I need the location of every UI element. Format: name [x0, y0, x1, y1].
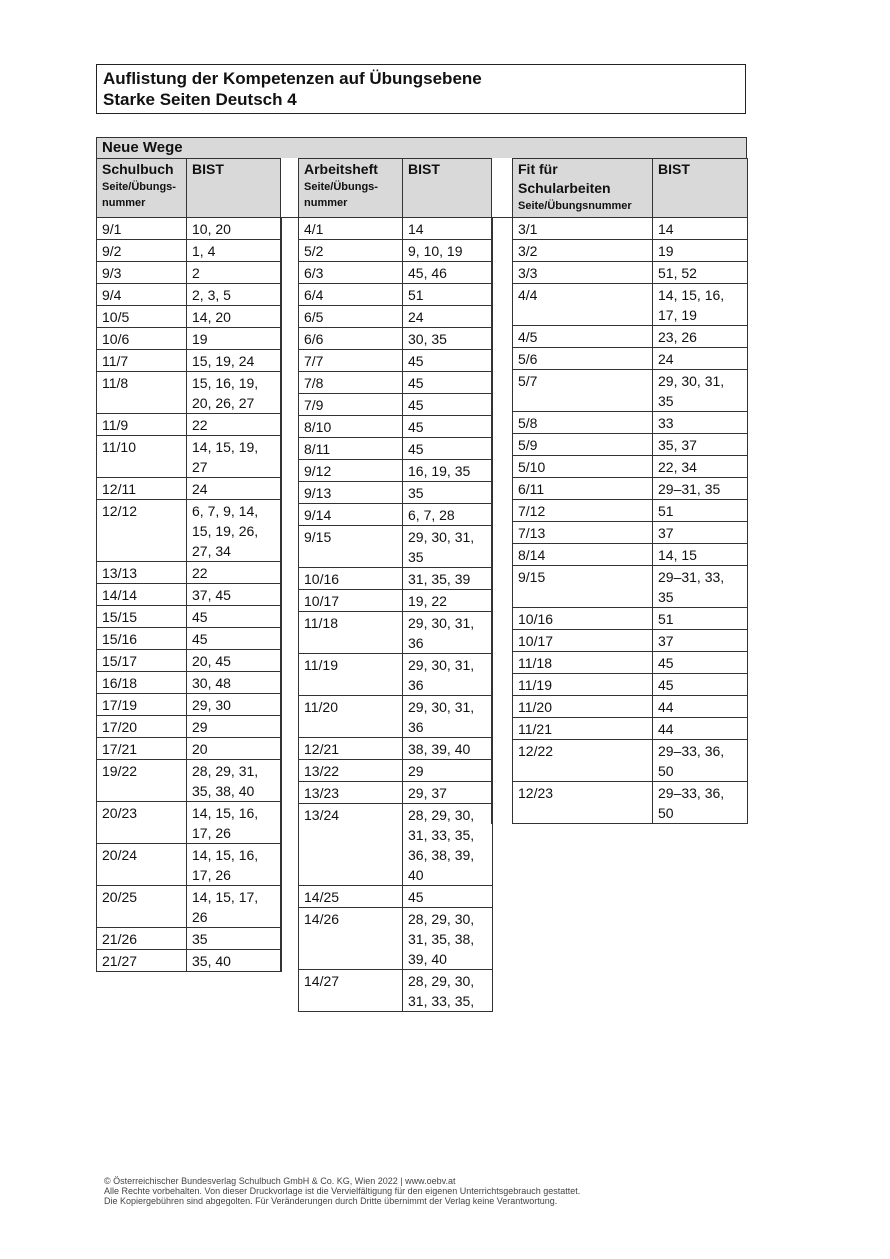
schulbuch-row: [97, 738, 282, 760]
arbeitsheft-row: [299, 240, 493, 262]
schulbuch-bist-cell: 14, 15, 16, 17, 26: [187, 802, 282, 844]
fit-header-label: Fit für Schularbeiten: [518, 161, 611, 196]
schulbuch-bist-cell: 22: [187, 562, 282, 584]
fit-bist-cell: 45: [653, 674, 748, 696]
footer: [104, 1176, 580, 1206]
fit-body: [513, 218, 748, 824]
arbeitsheft-bist-cell: 38, 39, 40: [403, 738, 493, 760]
fit-bist-header: BIST: [653, 159, 748, 218]
fit-bist-cell: 29–33, 36, 50: [653, 782, 748, 824]
arbeitsheft-bist-cell: 29, 30, 31, 36: [403, 612, 493, 654]
arbeitsheft-page-cell: 13/23: [299, 782, 403, 804]
arbeitsheft-bist-cell: 45: [403, 350, 493, 372]
fit-page-cell: 12/23: [513, 782, 653, 824]
fit-row: [513, 478, 748, 500]
arbeitsheft-row: [299, 460, 493, 482]
schulbuch-row: [97, 672, 282, 694]
arbeitsheft-bist-cell: 29, 30, 31, 36: [403, 696, 493, 738]
arbeitsheft-row: [299, 218, 493, 240]
fit-bist-cell: 44: [653, 718, 748, 740]
schulbuch-page-cell: 9/3: [97, 262, 187, 284]
fit-page-cell: 11/18: [513, 652, 653, 674]
arbeitsheft-page-cell: 9/14: [299, 504, 403, 526]
arbeitsheft-page-cell: 11/20: [299, 696, 403, 738]
arbeitsheft-bist-cell: 29, 37: [403, 782, 493, 804]
arbeitsheft-page-cell: 6/6: [299, 328, 403, 350]
fit-row: [513, 608, 748, 630]
arbeitsheft-page-cell: 14/25: [299, 886, 403, 908]
arbeitsheft-bist-cell: 45: [403, 886, 493, 908]
arbeitsheft-bist-cell: 28, 29, 30, 31, 33, 35,: [403, 970, 493, 1012]
fit-bist-cell: 45: [653, 652, 748, 674]
schulbuch-bist-cell: 2, 3, 5: [187, 284, 282, 306]
fit-header: [513, 159, 653, 218]
arbeitsheft-row: [299, 590, 493, 612]
schulbuch-table: [96, 158, 282, 972]
arbeitsheft-bist-cell: 24: [403, 306, 493, 328]
arbeitsheft-page-cell: 6/5: [299, 306, 403, 328]
schulbuch-row: [97, 928, 282, 950]
schulbuch-bist-cell: 14, 20: [187, 306, 282, 328]
fit-page-cell: 4/5: [513, 326, 653, 348]
arbeitsheft-page-cell: 14/26: [299, 908, 403, 970]
fit-page-cell: 11/21: [513, 718, 653, 740]
arbeitsheft-row: [299, 504, 493, 526]
fit-page-cell: 4/4: [513, 284, 653, 326]
arbeitsheft-page-cell: 9/13: [299, 482, 403, 504]
schulbuch-page-cell: 17/19: [97, 694, 187, 716]
schulbuch-page-cell: 21/26: [97, 928, 187, 950]
fit-row: [513, 326, 748, 348]
schulbuch-bist-cell: 19: [187, 328, 282, 350]
arbeitsheft-row: [299, 350, 493, 372]
schulbuch-row: [97, 328, 282, 350]
schulbuch-row: [97, 218, 282, 240]
arbeitsheft-header: [299, 159, 403, 218]
title-box: [96, 64, 746, 114]
schulbuch-bist-cell: 29, 30: [187, 694, 282, 716]
schulbuch-bist-cell: 45: [187, 628, 282, 650]
schulbuch-row: [97, 284, 282, 306]
arbeitsheft-page-cell: 13/24: [299, 804, 403, 886]
fit-row: [513, 696, 748, 718]
arbeitsheft-bist-cell: 6, 7, 28: [403, 504, 493, 526]
arbeitsheft-bist-cell: 28, 29, 30, 31, 33, 35, 36, 38, 39, 40: [403, 804, 493, 886]
schulbuch-bist-cell: 15, 19, 24: [187, 350, 282, 372]
schulbuch-bist-cell: 20, 45: [187, 650, 282, 672]
schulbuch-page-cell: 12/11: [97, 478, 187, 500]
arbeitsheft-bist-cell: 9, 10, 19: [403, 240, 493, 262]
arbeitsheft-page-cell: 8/11: [299, 438, 403, 460]
schulbuch-row: [97, 650, 282, 672]
schulbuch-bist-cell: 2: [187, 262, 282, 284]
arbeitsheft-row: [299, 908, 493, 970]
arbeitsheft-row: [299, 416, 493, 438]
fit-bist-cell: 14, 15: [653, 544, 748, 566]
schulbuch-page-cell: 9/1: [97, 218, 187, 240]
fit-table: [512, 158, 748, 824]
schulbuch-page-cell: 9/4: [97, 284, 187, 306]
fit-row: [513, 348, 748, 370]
arbeitsheft-page-cell: 11/19: [299, 654, 403, 696]
column-gap-header: [281, 158, 298, 218]
fit-bist-cell: 44: [653, 696, 748, 718]
schulbuch-row: [97, 350, 282, 372]
arbeitsheft-row: [299, 782, 493, 804]
arbeitsheft-body: [299, 218, 493, 1012]
arbeitsheft-bist-cell: 28, 29, 30, 31, 35, 38, 39, 40: [403, 908, 493, 970]
schulbuch-bist-cell: 35: [187, 928, 282, 950]
title-line-1: Auflistung der Kompetenzen auf Übungsebene: [103, 69, 482, 88]
arbeitsheft-page-cell: 7/8: [299, 372, 403, 394]
arbeitsheft-bist-cell: 45: [403, 372, 493, 394]
fit-row: [513, 674, 748, 696]
schulbuch-bist-cell: 14, 15, 17, 26: [187, 886, 282, 928]
fit-bist-cell: 29–33, 36, 50: [653, 740, 748, 782]
schulbuch-row: [97, 716, 282, 738]
schulbuch-bist-cell: 1, 4: [187, 240, 282, 262]
arbeitsheft-bist-cell: 30, 35: [403, 328, 493, 350]
fit-page-cell: 5/9: [513, 434, 653, 456]
fit-page-cell: 10/17: [513, 630, 653, 652]
schulbuch-row: [97, 584, 282, 606]
arbeitsheft-bist-cell: 45: [403, 416, 493, 438]
schulbuch-page-cell: 20/23: [97, 802, 187, 844]
schulbuch-page-cell: 14/14: [97, 584, 187, 606]
arbeitsheft-page-cell: 11/18: [299, 612, 403, 654]
arbeitsheft-row: [299, 738, 493, 760]
schulbuch-row: [97, 950, 282, 972]
fit-page-cell: 11/20: [513, 696, 653, 718]
fit-page-cell: 7/13: [513, 522, 653, 544]
arbeitsheft-row: [299, 568, 493, 590]
schulbuch-row: [97, 562, 282, 584]
schulbuch-bist-cell: 24: [187, 478, 282, 500]
footer-line-1: © Österreichischer Bundesverlag Schulbuch GmbH & Co. KG, Wien 2022 | www.oebv.at: [104, 1176, 456, 1186]
fit-bist-cell: 14, 15, 16, 17, 19: [653, 284, 748, 326]
footer-line-3: Die Kopiergebühren sind abgegolten. Für Veränderungen durch Dritte übernimmt der Verlag keine Verantwortung.: [104, 1196, 558, 1206]
fit-page-cell: 5/8: [513, 412, 653, 434]
fit-bist-cell: 29–31, 33, 35: [653, 566, 748, 608]
column-gap-1: [280, 158, 299, 972]
schulbuch-page-cell: 11/10: [97, 436, 187, 478]
arbeitsheft-bist-cell: 45, 46: [403, 262, 493, 284]
fit-page-cell: 5/6: [513, 348, 653, 370]
schulbuch-bist-cell: 37, 45: [187, 584, 282, 606]
fit-row: [513, 370, 748, 412]
schulbuch-bist-cell: 14, 15, 16, 17, 26: [187, 844, 282, 886]
arbeitsheft-page-cell: 5/2: [299, 240, 403, 262]
fit-row: [513, 412, 748, 434]
arbeitsheft-bist-cell: 29, 30, 31, 36: [403, 654, 493, 696]
schulbuch-page-cell: 10/6: [97, 328, 187, 350]
schulbuch-bist-cell: 35, 40: [187, 950, 282, 972]
section-header: Neue Wege: [96, 137, 747, 159]
fit-header-sub: Seite/Übungsnummer: [518, 200, 632, 212]
fit-bist-cell: 37: [653, 630, 748, 652]
schulbuch-bist-cell: 15, 16, 19, 20, 26, 27: [187, 372, 282, 414]
schulbuch-page-cell: 15/17: [97, 650, 187, 672]
schulbuch-row: [97, 606, 282, 628]
arbeitsheft-page-cell: 6/3: [299, 262, 403, 284]
schulbuch-bist-cell: 28, 29, 31, 35, 38, 40: [187, 760, 282, 802]
arbeitsheft-header-sub: Seite/Übungs-nummer: [304, 181, 378, 209]
schulbuch-row: [97, 694, 282, 716]
arbeitsheft-page-cell: 6/4: [299, 284, 403, 306]
schulbuch-page-cell: 20/25: [97, 886, 187, 928]
arbeitsheft-page-cell: 9/12: [299, 460, 403, 482]
column-gap-header: [492, 158, 512, 218]
schulbuch-page-cell: 12/12: [97, 500, 187, 562]
arbeitsheft-bist-cell: 19, 22: [403, 590, 493, 612]
arbeitsheft-row: [299, 482, 493, 504]
schulbuch-page-cell: 11/9: [97, 414, 187, 436]
fit-bist-cell: 14: [653, 218, 748, 240]
fit-bist-cell: 37: [653, 522, 748, 544]
fit-row: [513, 566, 748, 608]
schulbuch-bist-cell: 45: [187, 606, 282, 628]
schulbuch-row: [97, 886, 282, 928]
schulbuch-page-cell: 9/2: [97, 240, 187, 262]
schulbuch-row: [97, 500, 282, 562]
fit-bist-cell: 29, 30, 31, 35: [653, 370, 748, 412]
fit-page-cell: 5/7: [513, 370, 653, 412]
fit-bist-cell: 51, 52: [653, 262, 748, 284]
arbeitsheft-bist-cell: 35: [403, 482, 493, 504]
arbeitsheft-bist-cell: 45: [403, 394, 493, 416]
fit-page-cell: 8/14: [513, 544, 653, 566]
schulbuch-row: [97, 844, 282, 886]
fit-bist-cell: 51: [653, 608, 748, 630]
arbeitsheft-page-cell: 14/27: [299, 970, 403, 1012]
schulbuch-bist-cell: 6, 7, 9, 14, 15, 19, 26, 27, 34: [187, 500, 282, 562]
schulbuch-page-cell: 20/24: [97, 844, 187, 886]
fit-page-cell: 3/1: [513, 218, 653, 240]
schulbuch-page-cell: 16/18: [97, 672, 187, 694]
fit-page-cell: 9/15: [513, 566, 653, 608]
arbeitsheft-row: [299, 970, 493, 1012]
fit-row: [513, 544, 748, 566]
schulbuch-page-cell: 13/13: [97, 562, 187, 584]
schulbuch-row: [97, 414, 282, 436]
fit-row: [513, 218, 748, 240]
schulbuch-header-label: Schulbuch: [102, 161, 174, 177]
schulbuch-page-cell: 11/8: [97, 372, 187, 414]
fit-page-cell: 6/11: [513, 478, 653, 500]
fit-page-cell: 12/22: [513, 740, 653, 782]
arbeitsheft-bist-cell: 16, 19, 35: [403, 460, 493, 482]
fit-bist-cell: 22, 34: [653, 456, 748, 478]
schulbuch-row: [97, 802, 282, 844]
schulbuch-bist-cell: 14, 15, 19, 27: [187, 436, 282, 478]
arbeitsheft-bist-cell: 14: [403, 218, 493, 240]
arbeitsheft-row: [299, 526, 493, 568]
arbeitsheft-row: [299, 760, 493, 782]
arbeitsheft-page-cell: 10/17: [299, 590, 403, 612]
fit-bist-cell: 29–31, 35: [653, 478, 748, 500]
schulbuch-header: [97, 159, 187, 218]
fit-page-cell: 7/12: [513, 500, 653, 522]
schulbuch-page-cell: 21/27: [97, 950, 187, 972]
fit-page-cell: 10/16: [513, 608, 653, 630]
arbeitsheft-table: [298, 158, 493, 1012]
fit-row: [513, 740, 748, 782]
arbeitsheft-bist-cell: 29: [403, 760, 493, 782]
fit-row: [513, 262, 748, 284]
fit-row: [513, 522, 748, 544]
schulbuch-page-cell: 19/22: [97, 760, 187, 802]
arbeitsheft-page-cell: 7/9: [299, 394, 403, 416]
fit-row: [513, 652, 748, 674]
fit-page-cell: 5/10: [513, 456, 653, 478]
arbeitsheft-row: [299, 262, 493, 284]
arbeitsheft-row: [299, 372, 493, 394]
arbeitsheft-row: [299, 886, 493, 908]
title-line-2: Starke Seiten Deutsch 4: [103, 90, 297, 109]
arbeitsheft-row: [299, 328, 493, 350]
schulbuch-page-cell: 17/20: [97, 716, 187, 738]
schulbuch-body: [97, 218, 282, 972]
arbeitsheft-page-cell: 9/15: [299, 526, 403, 568]
fit-row: [513, 284, 748, 326]
arbeitsheft-header-label: Arbeitsheft: [304, 161, 378, 177]
schulbuch-page-cell: 11/7: [97, 350, 187, 372]
fit-row: [513, 500, 748, 522]
arbeitsheft-page-cell: 7/7: [299, 350, 403, 372]
footer-line-2: Alle Rechte vorbehalten. Von dieser Druckvorlage ist die Vervielfältigung für den eigenen Unterrichtsgebrauch gestattet.: [104, 1186, 581, 1196]
schulbuch-page-cell: 15/16: [97, 628, 187, 650]
schulbuch-page-cell: 17/21: [97, 738, 187, 760]
fit-row: [513, 630, 748, 652]
schulbuch-row: [97, 262, 282, 284]
arbeitsheft-page-cell: 4/1: [299, 218, 403, 240]
fit-row: [513, 434, 748, 456]
schulbuch-bist-cell: 22: [187, 414, 282, 436]
schulbuch-header-sub: Seite/Übungs-nummer: [102, 181, 176, 209]
fit-bist-cell: 51: [653, 500, 748, 522]
fit-row: [513, 456, 748, 478]
fit-bist-cell: 35, 37: [653, 434, 748, 456]
arbeitsheft-page-cell: 13/22: [299, 760, 403, 782]
arbeitsheft-page-cell: 10/16: [299, 568, 403, 590]
fit-bist-cell: 19: [653, 240, 748, 262]
schulbuch-row: [97, 372, 282, 414]
schulbuch-bist-cell: 29: [187, 716, 282, 738]
arbeitsheft-bist-cell: 31, 35, 39: [403, 568, 493, 590]
arbeitsheft-row: [299, 306, 493, 328]
arbeitsheft-row: [299, 696, 493, 738]
schulbuch-bist-header: BIST: [187, 159, 282, 218]
fit-page-cell: 11/19: [513, 674, 653, 696]
arbeitsheft-page-cell: 12/21: [299, 738, 403, 760]
fit-row: [513, 718, 748, 740]
fit-bist-cell: 33: [653, 412, 748, 434]
arbeitsheft-bist-cell: 29, 30, 31, 35: [403, 526, 493, 568]
arbeitsheft-bist-cell: 51: [403, 284, 493, 306]
schulbuch-row: [97, 436, 282, 478]
arbeitsheft-row: [299, 394, 493, 416]
fit-page-cell: 3/2: [513, 240, 653, 262]
schulbuch-page-cell: 10/5: [97, 306, 187, 328]
arbeitsheft-row: [299, 804, 493, 886]
fit-row: [513, 782, 748, 824]
schulbuch-row: [97, 478, 282, 500]
schulbuch-row: [97, 760, 282, 802]
fit-row: [513, 240, 748, 262]
arbeitsheft-row: [299, 654, 493, 696]
schulbuch-row: [97, 306, 282, 328]
fit-bist-cell: 23, 26: [653, 326, 748, 348]
arbeitsheft-row: [299, 438, 493, 460]
arbeitsheft-bist-header: BIST: [403, 159, 493, 218]
fit-page-cell: 3/3: [513, 262, 653, 284]
schulbuch-bist-cell: 10, 20: [187, 218, 282, 240]
column-gap-2: [491, 158, 513, 824]
arbeitsheft-row: [299, 612, 493, 654]
schulbuch-bist-cell: 30, 48: [187, 672, 282, 694]
fit-bist-cell: 24: [653, 348, 748, 370]
schulbuch-row: [97, 240, 282, 262]
schulbuch-page-cell: 15/15: [97, 606, 187, 628]
schulbuch-row: [97, 628, 282, 650]
arbeitsheft-page-cell: 8/10: [299, 416, 403, 438]
arbeitsheft-bist-cell: 45: [403, 438, 493, 460]
arbeitsheft-row: [299, 284, 493, 306]
schulbuch-bist-cell: 20: [187, 738, 282, 760]
